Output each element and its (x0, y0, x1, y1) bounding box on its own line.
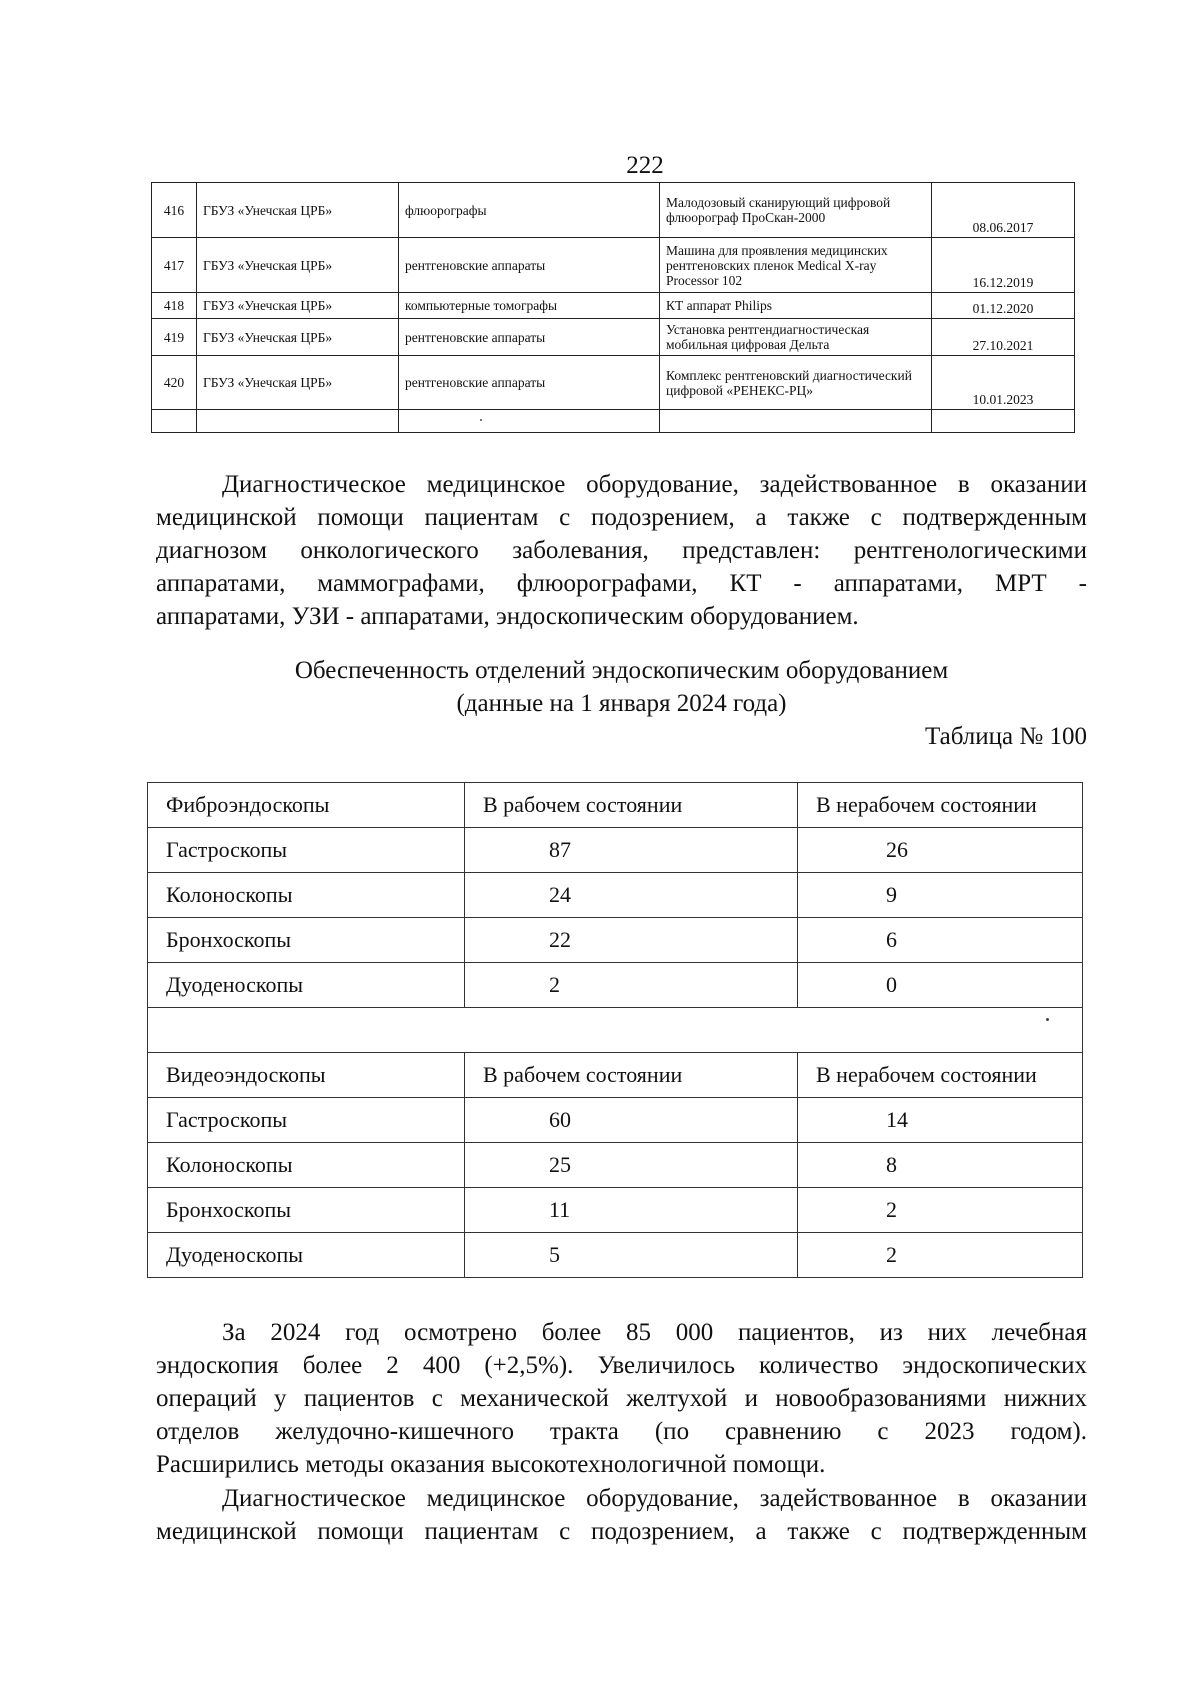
paragraph-line: операций у пациентов с механической желтухой и новообразованиями нижних (156, 1385, 1087, 1412)
date-cell: 08.06.2017 (932, 183, 1075, 238)
paragraph-line: диагнозом онкологического заболевания, представлен: рентгенологическими (156, 537, 1087, 564)
equipment-model-cell: Комплекс рентгеновский диагностический цифровой «РЕНЕКС-РЦ» (660, 356, 932, 410)
table-row (148, 963, 1083, 1008)
organization-cell: ГБУЗ «Унечская ЦРБ» (197, 183, 399, 238)
table-subtitle: (данные на 1 января 2024 года) (456, 690, 787, 717)
equipment-type-cell: флюорографы (399, 183, 660, 238)
working-count: 2 (465, 963, 798, 1008)
table-row (152, 356, 1075, 410)
endoscope-name: Колоноскопы (148, 1143, 465, 1188)
table-row (152, 183, 1075, 238)
column-header: В рабочем состоянии (465, 783, 798, 828)
equipment-model-cell: Установка рентгендиагностическая мобильная цифровая Дельта (660, 319, 932, 356)
working-count: 60 (465, 1098, 798, 1143)
working-count: 87 (465, 828, 798, 873)
endoscope-name: Колоноскопы (148, 873, 465, 918)
organization-cell: ГБУЗ «Унечская ЦРБ» (197, 356, 399, 410)
row-number: 420 (152, 356, 197, 410)
table-row (148, 828, 1083, 873)
row-number: 418 (152, 293, 197, 319)
scan-speck (480, 419, 482, 421)
paragraph-line: медицинской помощи пациентам с подозрением, а также с подтвержденным (156, 1518, 1087, 1545)
column-header: В рабочем состоянии (465, 1053, 798, 1098)
broken-count: 2 (798, 1233, 1083, 1278)
working-count: 22 (465, 918, 798, 963)
column-header: В нерабочем состоянии (798, 783, 1083, 828)
working-count: 5 (465, 1233, 798, 1278)
table-number-label: Таблица № 100 (924, 723, 1087, 750)
paragraph-line: отделов желудочно-кишечного тракта (по сравнению с 2023 годом). (156, 1418, 1087, 1445)
working-count: 24 (465, 873, 798, 918)
paragraph-line: Расширились методы оказания высокотехнологичной помощи. (156, 1451, 826, 1478)
paragraph-line: За 2024 год осмотрено более 85 000 пациентов, из них лечебная (222, 1319, 1087, 1346)
equipment-type-cell: рентгеновские аппараты (399, 319, 660, 356)
endoscope-name: Гастроскопы (148, 828, 465, 873)
equipment-model-cell: Машина для проявления медицинских рентгеновских пленок Medical X-ray Processor 102 (660, 238, 932, 293)
table-row (148, 918, 1083, 963)
broken-count: 14 (798, 1098, 1083, 1143)
paragraph-line: Диагностическое медицинское оборудование, задействованное в оказании (222, 471, 1087, 498)
date-cell: 01.12.2020 (932, 293, 1075, 319)
column-header: Фиброэндоскопы (148, 783, 465, 828)
endoscope-name: Гастроскопы (148, 1098, 465, 1143)
column-header: Видеоэндоскопы (148, 1053, 465, 1098)
organization-cell: ГБУЗ «Унечская ЦРБ» (197, 293, 399, 319)
equipment-model-cell: КТ аппарат Philips (660, 293, 932, 319)
paragraph-line: аппаратами, маммографами, флюорографами, КТ - аппаратами, МРТ - (156, 570, 1087, 597)
organization-cell: ГБУЗ «Унечская ЦРБ» (197, 319, 399, 356)
table-row (148, 1098, 1083, 1143)
table-row (152, 238, 1075, 293)
broken-count: 8 (798, 1143, 1083, 1188)
table-header-row (148, 1053, 1083, 1098)
broken-count: 26 (798, 828, 1083, 873)
page-number: 222 (626, 152, 664, 179)
table-row (148, 1143, 1083, 1188)
spacer-row (148, 1008, 1083, 1053)
empty-row (152, 410, 1075, 433)
working-count: 25 (465, 1143, 798, 1188)
equipment-type-cell: компьютерные томографы (399, 293, 660, 319)
table-row (148, 1233, 1083, 1278)
row-number: 419 (152, 319, 197, 356)
column-header: В нерабочем состоянии (798, 1053, 1083, 1098)
paragraph-line: эндоскопия более 2 400 (+2,5%). Увеличилось количество эндоскопических (156, 1352, 1087, 1379)
broken-count: 6 (798, 918, 1083, 963)
endoscope-table (147, 782, 1083, 1278)
paragraph-2024-summary (156, 1316, 1087, 1481)
row-number: 416 (152, 183, 197, 238)
working-count: 11 (465, 1188, 798, 1233)
table-row (148, 873, 1083, 918)
equipment-table (151, 182, 1075, 433)
paragraph-diagnostic-equipment-repeat (156, 1482, 1087, 1548)
organization-cell: ГБУЗ «Унечская ЦРБ» (197, 238, 399, 293)
paragraph-diagnostic-equipment (156, 468, 1087, 633)
equipment-model-cell: Малодозовый сканирующий цифровой флюорограф ПроСкан-2000 (660, 183, 932, 238)
row-number: 417 (152, 238, 197, 293)
paragraph-line: медицинской помощи пациентам с подозрением, а также с подтвержденным (156, 504, 1087, 531)
paragraph-line: Диагностическое медицинское оборудование, задействованное в оказании (222, 1485, 1087, 1512)
broken-count: 2 (798, 1188, 1083, 1233)
date-cell: 16.12.2019 (932, 238, 1075, 293)
table-row (152, 293, 1075, 319)
endoscope-name: Дуоденоскопы (148, 1233, 465, 1278)
scan-speck (1046, 1018, 1049, 1021)
table-title: Обеспеченность отделений эндоскопическим оборудованием (294, 657, 949, 684)
table-row (148, 1188, 1083, 1233)
endoscope-name: Бронхоскопы (148, 918, 465, 963)
date-cell: 10.01.2023 (932, 356, 1075, 410)
paragraph-line: аппаратами, УЗИ - аппаратами, эндоскопическим оборудованием. (156, 603, 859, 630)
table-header-row (148, 783, 1083, 828)
table-row (152, 319, 1075, 356)
endoscope-name: Дуоденоскопы (148, 963, 465, 1008)
date-cell: 27.10.2021 (932, 319, 1075, 356)
equipment-type-cell: рентгеновские аппараты (399, 238, 660, 293)
equipment-type-cell: рентгеновские аппараты (399, 356, 660, 410)
broken-count: 9 (798, 873, 1083, 918)
endoscope-name: Бронхоскопы (148, 1188, 465, 1233)
broken-count: 0 (798, 963, 1083, 1008)
